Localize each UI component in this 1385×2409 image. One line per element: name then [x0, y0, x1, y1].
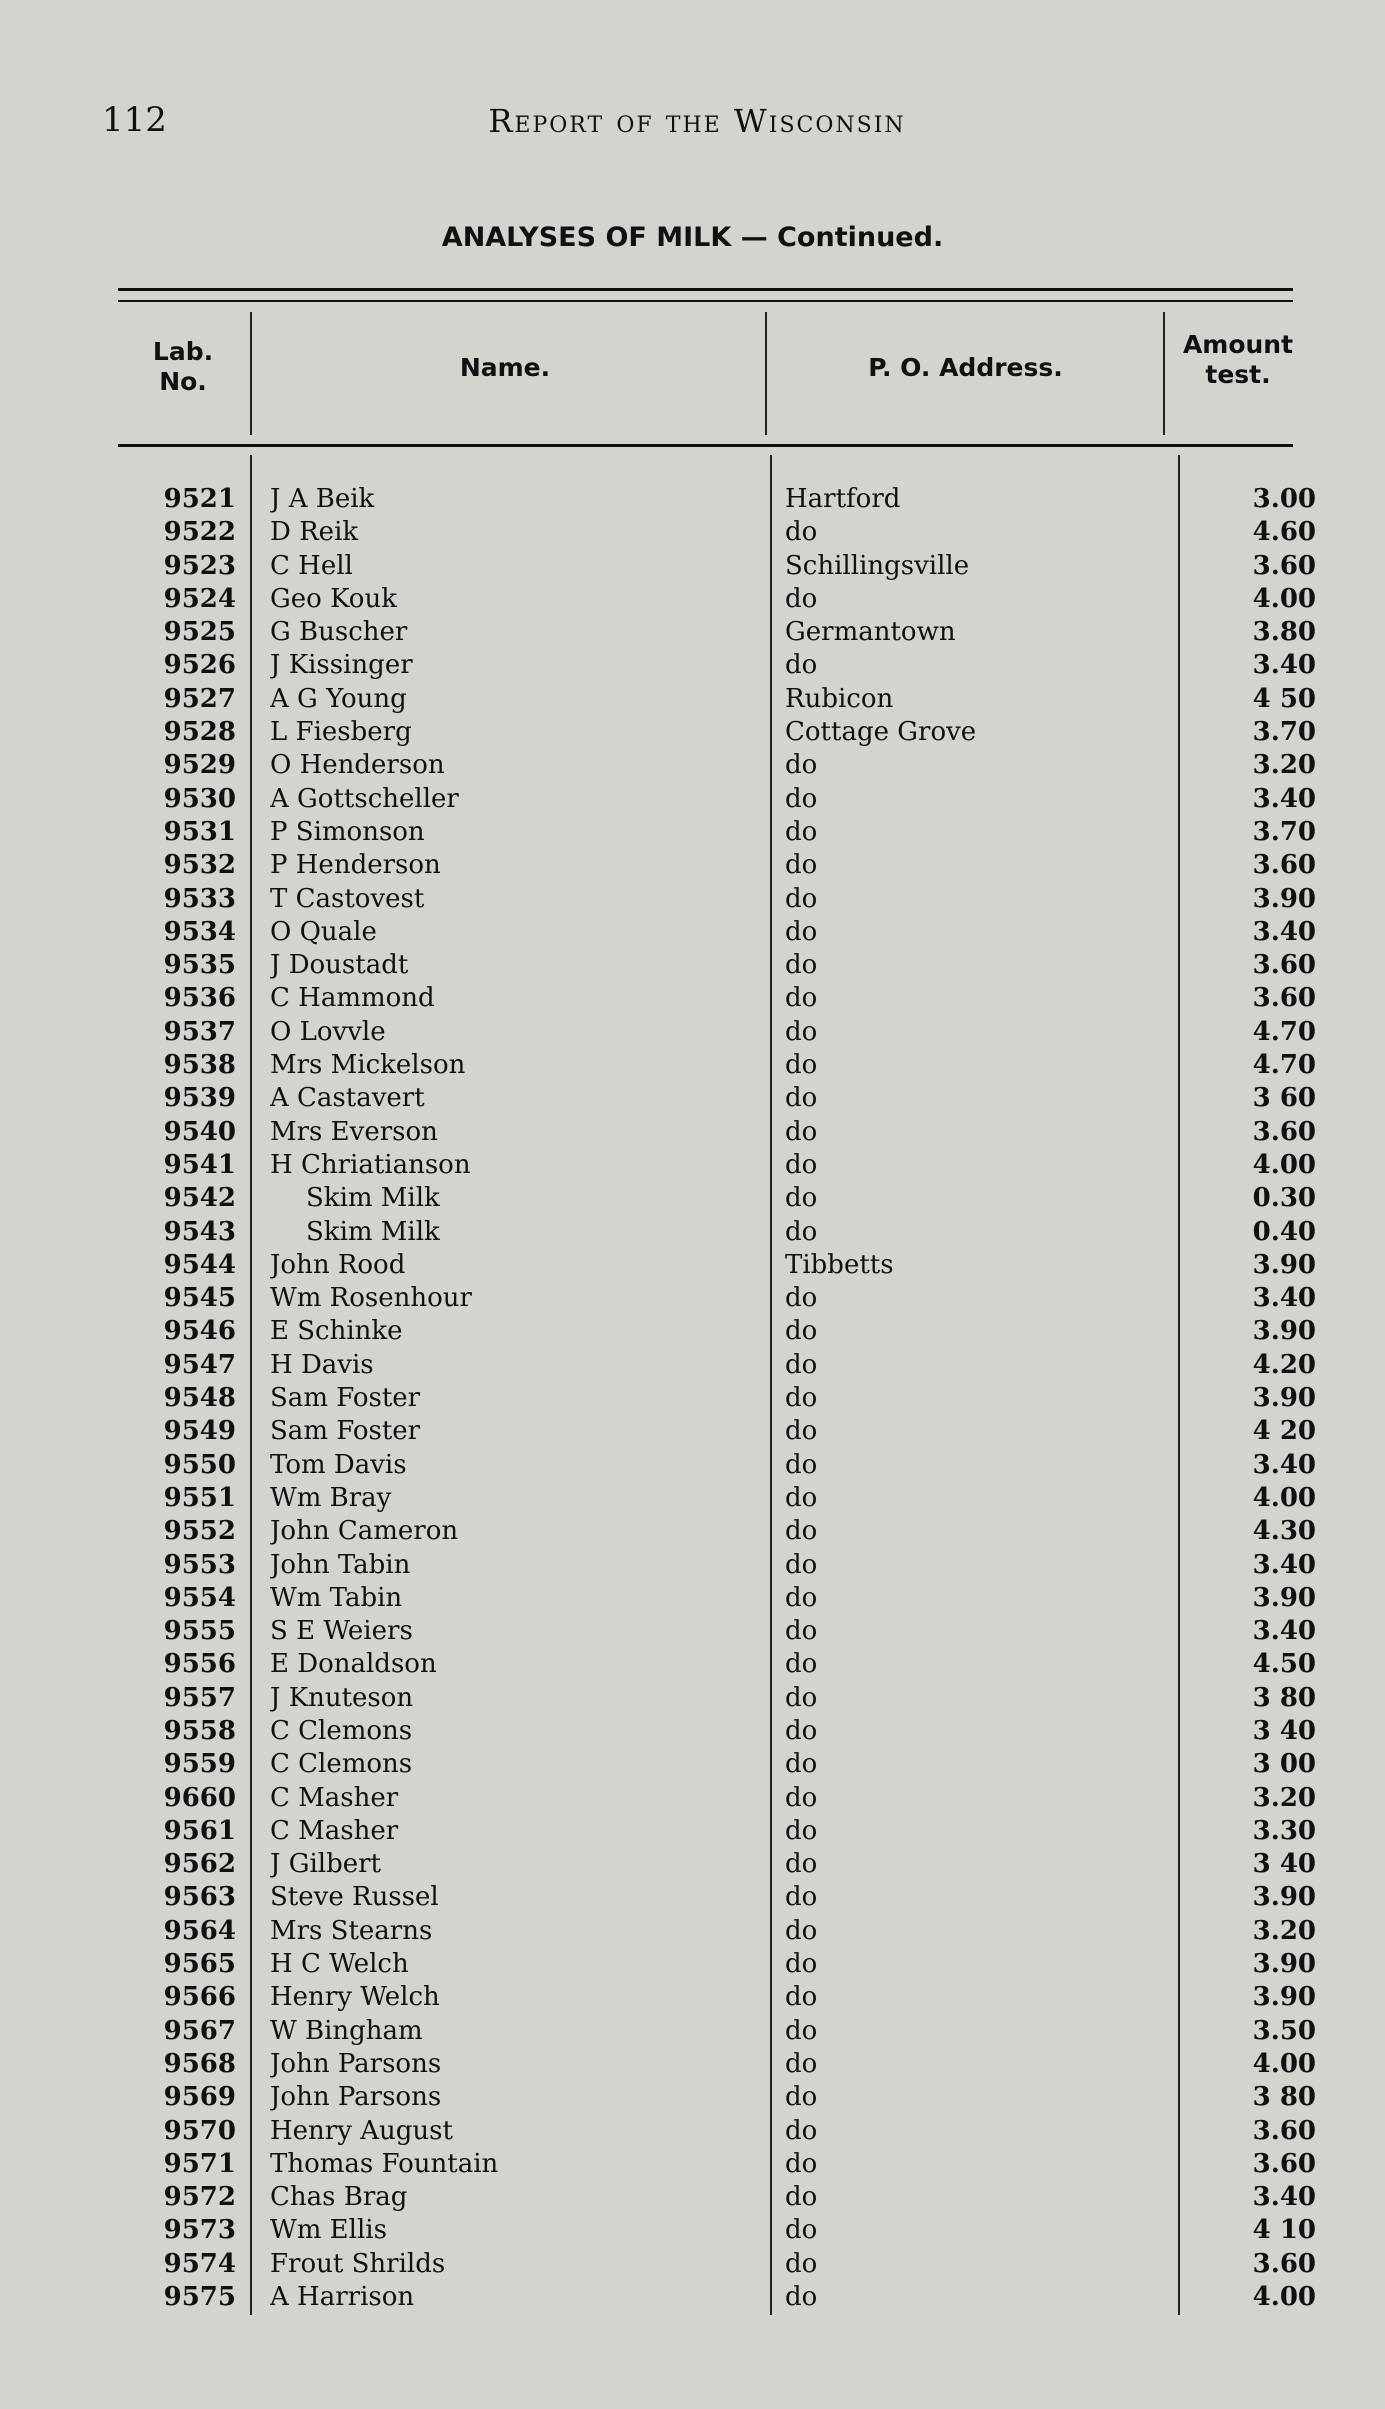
lab-number-cell: 9545 — [163, 1283, 236, 1314]
name-cell: G Buscher — [270, 617, 408, 648]
table-row — [0, 916, 1385, 949]
lab-number-cell: 9529 — [163, 750, 236, 781]
column-header-amount-line2: test. — [1205, 360, 1271, 389]
amount-cell: 3.40 — [1252, 650, 1316, 681]
address-cell: do — [785, 1749, 818, 1780]
amount-cell: 4.00 — [1252, 1149, 1316, 1180]
table-row — [0, 1915, 1385, 1948]
address-cell: do — [785, 1216, 818, 1247]
table-row — [0, 1881, 1385, 1914]
name-cell: C Hammond — [270, 983, 435, 1014]
table-row — [0, 716, 1385, 749]
name-cell: C Clemons — [270, 1715, 413, 1746]
address-cell: Hartford — [785, 484, 901, 514]
running-head: Report of the Wisconsin — [488, 102, 906, 140]
lab-number-cell: 9534 — [163, 916, 236, 947]
amount-cell: 4.00 — [1252, 2282, 1316, 2313]
column-header-address: P. O. Address. — [868, 353, 1063, 382]
header-divider-1 — [250, 312, 252, 435]
name-cell: Mrs Stearns — [270, 1915, 433, 1946]
name-cell: A G Young — [270, 683, 407, 714]
address-cell: do — [785, 1849, 818, 1880]
amount-cell: 3.20 — [1252, 750, 1316, 781]
name-cell: Thomas Fountain — [270, 2148, 499, 2179]
lab-number-cell: 9574 — [163, 2248, 236, 2279]
lab-number-cell: 9521 — [163, 484, 236, 514]
table-row — [0, 2048, 1385, 2081]
address-cell: do — [785, 1482, 818, 1513]
address-cell: do — [785, 1416, 818, 1447]
lab-number-cell: 9550 — [163, 1449, 236, 1480]
address-cell: do — [785, 1383, 818, 1414]
address-cell: do — [785, 1782, 818, 1813]
name-cell: John Rood — [270, 1249, 406, 1280]
lab-number-cell: 9526 — [163, 650, 236, 681]
name-cell: John Parsons — [270, 2082, 442, 2113]
amount-cell: 3.60 — [1252, 2148, 1316, 2179]
address-cell: do — [785, 816, 818, 847]
table-row — [0, 2281, 1385, 2314]
amount-cell: 4.00 — [1252, 583, 1316, 614]
name-cell: E Schinke — [270, 1316, 403, 1347]
amount-cell: 3.80 — [1252, 617, 1316, 648]
name-cell: E Donaldson — [270, 1649, 437, 1680]
name-cell: J Knuteson — [270, 1682, 414, 1713]
amount-cell: 3.20 — [1252, 1782, 1316, 1813]
lab-number-cell: 9569 — [163, 2082, 236, 2113]
lab-number-cell: 9542 — [163, 1183, 236, 1214]
table-row — [0, 683, 1385, 716]
amount-cell: 4.00 — [1252, 1482, 1316, 1513]
table-row — [0, 2081, 1385, 2114]
name-cell: Geo Kouk — [270, 583, 397, 614]
table-row — [0, 2181, 1385, 2214]
address-cell: do — [785, 783, 818, 814]
address-cell: do — [785, 1649, 818, 1680]
address-cell: do — [785, 2182, 818, 2213]
table-row — [0, 1981, 1385, 2014]
name-cell: A Castavert — [270, 1083, 425, 1114]
lab-number-cell: 9660 — [163, 1782, 236, 1813]
address-cell: do — [785, 916, 818, 947]
table-row — [0, 1815, 1385, 1848]
address-cell: do — [785, 2148, 818, 2179]
table-row — [0, 1648, 1385, 1681]
lab-number-cell: 9571 — [163, 2148, 236, 2179]
address-cell: do — [785, 2215, 818, 2246]
address-cell: Rubicon — [785, 683, 894, 714]
lab-number-cell: 9567 — [163, 2015, 236, 2046]
address-cell: do — [785, 1183, 818, 1214]
amount-cell: 4.30 — [1252, 1516, 1316, 1547]
address-cell: do — [785, 1949, 818, 1980]
address-cell: do — [785, 1915, 818, 1946]
amount-cell: 4 10 — [1252, 2215, 1316, 2246]
address-cell: do — [785, 1283, 818, 1314]
table-row — [0, 2015, 1385, 2048]
table-row — [0, 1682, 1385, 1715]
table-row — [0, 550, 1385, 583]
lab-number-cell: 9570 — [163, 2115, 236, 2146]
table-row — [0, 1349, 1385, 1382]
amount-cell: 3 60 — [1252, 1083, 1316, 1114]
address-cell: do — [785, 1549, 818, 1580]
table-row — [0, 2115, 1385, 2148]
lab-number-cell: 9528 — [163, 717, 236, 748]
name-cell: J Doustadt — [270, 950, 409, 981]
lab-number-cell: 9533 — [163, 883, 236, 914]
name-cell: L Fiesberg — [270, 717, 412, 748]
table-row — [0, 1948, 1385, 1981]
column-header-lab-no-line1: Lab. — [152, 337, 214, 366]
address-cell: do — [785, 1882, 818, 1913]
name-cell: Wm Bray — [270, 1482, 392, 1513]
amount-cell: 3.20 — [1252, 1915, 1316, 1946]
address-cell: do — [785, 2115, 818, 2146]
column-header-name: Name. — [459, 353, 551, 382]
address-cell: do — [785, 950, 818, 981]
address-cell: do — [785, 1316, 818, 1347]
address-cell: Germantown — [785, 617, 956, 648]
name-cell: J Gilbert — [270, 1849, 381, 1880]
table-row — [0, 1615, 1385, 1648]
table-row — [0, 1748, 1385, 1781]
address-cell: do — [785, 2282, 818, 2313]
name-cell: Tom Davis — [270, 1449, 407, 1480]
table-row — [0, 1848, 1385, 1881]
amount-cell: 4.60 — [1252, 517, 1316, 548]
lab-number-cell: 9532 — [163, 850, 236, 881]
name-cell: C Clemons — [270, 1749, 413, 1780]
amount-cell: 3.90 — [1252, 1882, 1316, 1913]
amount-cell: 3.90 — [1252, 1316, 1316, 1347]
lab-number-cell: 9523 — [163, 550, 236, 581]
amount-cell: 3.60 — [1252, 850, 1316, 881]
amount-cell: 3 40 — [1252, 1715, 1316, 1746]
address-cell: do — [785, 1582, 818, 1613]
address-cell: do — [785, 2015, 818, 2046]
name-cell: O Henderson — [270, 750, 445, 781]
lab-number-cell: 9548 — [163, 1383, 236, 1414]
name-cell: John Parsons — [270, 2048, 442, 2079]
lab-number-cell: 9549 — [163, 1416, 236, 1447]
table-row — [0, 483, 1385, 516]
address-cell: do — [785, 1349, 818, 1380]
name-cell: John Tabin — [270, 1549, 411, 1580]
lab-number-cell: 9543 — [163, 1216, 236, 1247]
amount-cell: 3.60 — [1252, 2115, 1316, 2146]
address-cell: do — [785, 1116, 818, 1147]
amount-cell: 0.30 — [1252, 1183, 1316, 1214]
address-cell: do — [785, 750, 818, 781]
amount-cell: 3.50 — [1252, 2015, 1316, 2046]
amount-cell: 3.90 — [1252, 1249, 1316, 1280]
address-cell: do — [785, 1682, 818, 1713]
amount-cell: 3.70 — [1252, 717, 1316, 748]
lab-number-cell: 9537 — [163, 1016, 236, 1047]
amount-cell: 3 80 — [1252, 2082, 1316, 2113]
lab-number-cell: 9556 — [163, 1649, 236, 1680]
table-row — [0, 2148, 1385, 2181]
address-cell: do — [785, 1616, 818, 1647]
top-rule-thin — [118, 300, 1293, 302]
amount-cell: 3.60 — [1252, 1116, 1316, 1147]
amount-cell: 3.70 — [1252, 816, 1316, 847]
address-cell: do — [785, 1083, 818, 1114]
amount-cell: 3.40 — [1252, 1616, 1316, 1647]
amount-cell: 3.90 — [1252, 883, 1316, 914]
lab-number-cell: 9555 — [163, 1616, 236, 1647]
amount-cell: 4.50 — [1252, 1649, 1316, 1680]
address-cell: do — [785, 650, 818, 681]
table-row — [0, 616, 1385, 649]
table-row — [0, 1082, 1385, 1115]
name-cell: P Simonson — [270, 816, 425, 847]
address-cell: Cottage Grove — [785, 717, 977, 748]
header-divider-3 — [1163, 312, 1165, 435]
name-cell: Wm Ellis — [270, 2215, 387, 2246]
name-cell: C Masher — [270, 1782, 399, 1813]
lab-number-cell: 9531 — [163, 816, 236, 847]
name-cell: Henry Welch — [270, 1982, 440, 2013]
address-cell: do — [785, 517, 818, 548]
address-cell: do — [785, 1982, 818, 2013]
lab-number-cell: 9573 — [163, 2215, 236, 2246]
lab-number-cell: 9575 — [163, 2282, 236, 2313]
lab-number-cell: 9525 — [163, 617, 236, 648]
amount-cell: 0.40 — [1252, 1216, 1316, 1247]
amount-cell: 3.40 — [1252, 1449, 1316, 1480]
amount-cell: 3 40 — [1252, 1849, 1316, 1880]
name-cell: O Quale — [270, 916, 377, 947]
amount-cell: 3.90 — [1252, 1949, 1316, 1980]
amount-cell: 4 50 — [1252, 683, 1316, 714]
table-row — [0, 1249, 1385, 1282]
table-row — [0, 1315, 1385, 1348]
name-cell: Chas Brag — [270, 2182, 408, 2213]
amount-cell: 3.00 — [1252, 484, 1316, 514]
table-row — [0, 1182, 1385, 1215]
name-cell: O Lovvle — [270, 1016, 386, 1047]
table-row — [0, 982, 1385, 1015]
table-row — [0, 649, 1385, 682]
lab-number-cell: 9559 — [163, 1749, 236, 1780]
amount-cell: 4.70 — [1252, 1050, 1316, 1081]
lab-number-cell: 9540 — [163, 1116, 236, 1147]
name-cell: Mrs Mickelson — [270, 1050, 466, 1081]
table-row — [0, 883, 1385, 916]
table-row — [0, 1715, 1385, 1748]
name-cell: A Harrison — [270, 2282, 415, 2313]
lab-number-cell: 9551 — [163, 1482, 236, 1513]
page-header — [102, 100, 1292, 150]
name-cell: C Masher — [270, 1815, 399, 1846]
header-divider-2 — [765, 312, 767, 435]
top-rule-thick — [118, 288, 1293, 291]
address-cell: do — [785, 2082, 818, 2113]
name-cell: J Kissinger — [270, 650, 413, 681]
name-cell: Wm Tabin — [270, 1582, 403, 1613]
lab-number-cell: 9539 — [163, 1083, 236, 1114]
amount-cell: 3.90 — [1252, 1383, 1316, 1414]
table-row — [0, 1382, 1385, 1415]
table-row — [0, 749, 1385, 782]
table-row — [0, 783, 1385, 816]
table-row — [0, 583, 1385, 616]
name-cell: T Castovest — [270, 883, 425, 914]
table-row — [0, 1549, 1385, 1582]
name-cell: C Hell — [270, 550, 353, 581]
name-cell: Mrs Everson — [270, 1116, 438, 1147]
name-cell: Steve Russel — [270, 1882, 439, 1913]
lab-number-cell: 9530 — [163, 783, 236, 814]
table-row — [0, 2248, 1385, 2281]
amount-cell: 4.00 — [1252, 2048, 1316, 2079]
lab-number-cell: 9561 — [163, 1815, 236, 1846]
table-row — [0, 1482, 1385, 1515]
page-number: 112 — [102, 100, 167, 140]
amount-cell: 3.40 — [1252, 916, 1316, 947]
amount-cell: 3.40 — [1252, 783, 1316, 814]
name-cell: Frout Shrilds — [270, 2248, 446, 2279]
address-cell: do — [785, 850, 818, 881]
address-cell: do — [785, 1050, 818, 1081]
header-bottom-rule — [118, 444, 1293, 447]
table-row — [0, 816, 1385, 849]
name-cell: Sam Foster — [270, 1416, 421, 1447]
column-header-lab-no-line2: No. — [159, 367, 207, 396]
lab-number-cell: 9565 — [163, 1949, 236, 1980]
lab-number-cell: 9524 — [163, 583, 236, 614]
lab-number-cell: 9564 — [163, 1915, 236, 1946]
name-cell: Skim Milk — [306, 1183, 440, 1214]
address-cell: do — [785, 1715, 818, 1746]
lab-number-cell: 9562 — [163, 1849, 236, 1880]
table-row — [0, 1116, 1385, 1149]
lab-number-cell: 9557 — [163, 1682, 236, 1713]
address-cell: do — [785, 883, 818, 914]
column-header-amount — [1163, 330, 1313, 390]
name-cell: Wm Rosenhour — [270, 1283, 472, 1314]
lab-number-cell: 9552 — [163, 1516, 236, 1547]
lab-number-cell: 9554 — [163, 1582, 236, 1613]
name-cell: P Henderson — [270, 850, 441, 881]
lab-number-cell: 9553 — [163, 1549, 236, 1580]
table-body — [0, 483, 1385, 2314]
amount-cell: 3.60 — [1252, 950, 1316, 981]
lab-number-cell: 9544 — [163, 1249, 236, 1280]
amount-cell: 4.70 — [1252, 1016, 1316, 1047]
address-cell: do — [785, 2048, 818, 2079]
table-row — [0, 1016, 1385, 1049]
table-row — [0, 1282, 1385, 1315]
table-row — [0, 2214, 1385, 2247]
name-cell: H Chriatianson — [270, 1149, 471, 1180]
table-title: ANALYSES OF MILK — Continued. — [441, 222, 944, 253]
name-cell: A Gottscheller — [270, 783, 459, 814]
table-row — [0, 1782, 1385, 1815]
name-cell: John Cameron — [270, 1516, 459, 1547]
lab-number-cell: 9572 — [163, 2182, 236, 2213]
address-cell: do — [785, 2248, 818, 2279]
amount-cell: 4.20 — [1252, 1349, 1316, 1380]
amount-cell: 3 80 — [1252, 1682, 1316, 1713]
amount-cell: 3.90 — [1252, 1982, 1316, 2013]
lab-number-cell: 9522 — [163, 517, 236, 548]
table-row — [0, 1149, 1385, 1182]
table-row — [0, 1582, 1385, 1615]
lab-number-cell: 9563 — [163, 1882, 236, 1913]
address-cell: do — [785, 1516, 818, 1547]
name-cell: H C Welch — [270, 1949, 409, 1980]
amount-cell: 3.40 — [1252, 2182, 1316, 2213]
table-row — [0, 1216, 1385, 1249]
lab-number-cell: 9538 — [163, 1050, 236, 1081]
lab-number-cell: 9535 — [163, 950, 236, 981]
address-cell: do — [785, 1016, 818, 1047]
table-row — [0, 1449, 1385, 1482]
name-cell: H Davis — [270, 1349, 374, 1380]
amount-cell: 3.30 — [1252, 1815, 1316, 1846]
name-cell: D Reik — [270, 517, 359, 548]
lab-number-cell: 9566 — [163, 1982, 236, 2013]
lab-number-cell: 9541 — [163, 1149, 236, 1180]
lab-number-cell: 9558 — [163, 1715, 236, 1746]
address-cell: do — [785, 1815, 818, 1846]
table-row — [0, 1049, 1385, 1082]
name-cell: W Bingham — [270, 2015, 423, 2046]
address-cell: do — [785, 983, 818, 1014]
amount-cell: 3.40 — [1252, 1549, 1316, 1580]
name-cell: Henry August — [270, 2115, 453, 2146]
lab-number-cell: 9546 — [163, 1316, 236, 1347]
amount-cell: 3.60 — [1252, 550, 1316, 581]
table-row — [0, 949, 1385, 982]
column-header-lab-no — [118, 337, 248, 397]
address-cell: Schillingsville — [785, 550, 970, 581]
name-cell: S E Weiers — [270, 1616, 413, 1647]
table-row — [0, 1515, 1385, 1548]
lab-number-cell: 9527 — [163, 683, 236, 714]
table-row — [0, 849, 1385, 882]
lab-number-cell: 9536 — [163, 983, 236, 1014]
table-row — [0, 1415, 1385, 1448]
address-cell: do — [785, 583, 818, 614]
amount-cell: 3 00 — [1252, 1749, 1316, 1780]
name-cell: J A Beik — [270, 484, 375, 514]
name-cell: Skim Milk — [306, 1216, 440, 1247]
amount-cell: 3.40 — [1252, 1283, 1316, 1314]
lab-number-cell: 9568 — [163, 2048, 236, 2079]
table-row — [0, 516, 1385, 549]
column-header-amount-line1: Amount — [1182, 330, 1294, 359]
lab-number-cell: 9547 — [163, 1349, 236, 1380]
amount-cell: 3.60 — [1252, 2248, 1316, 2279]
name-cell: Sam Foster — [270, 1383, 421, 1414]
amount-cell: 3.90 — [1252, 1582, 1316, 1613]
address-cell: do — [785, 1149, 818, 1180]
amount-cell: 3.60 — [1252, 983, 1316, 1014]
address-cell: do — [785, 1449, 818, 1480]
amount-cell: 4 20 — [1252, 1416, 1316, 1447]
address-cell: Tibbetts — [785, 1249, 894, 1280]
